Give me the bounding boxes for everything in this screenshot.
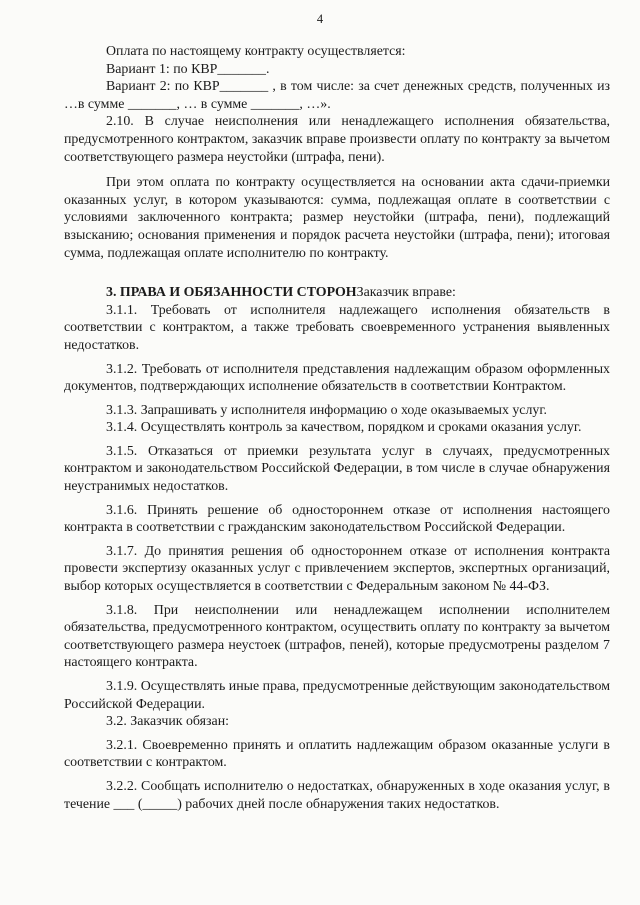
section-3-heading [64,284,610,302]
payment-variant-1: Вариант 1: по КВР_______. [106,61,270,77]
clause-3-1-5: 3.1.5. Отказаться от приемки результата услуг в случаях, предусмотренных контрактом и законодательством Российской Федерации, в том числе в случае обнаружения неустранимых недостатков. [64,443,610,495]
clause-3-1-6: 3.1.6. Принять решение об одностороннем отказе от исполнения настоящего контракта в соответствии с гражданским законодательством Российской Федерации. [64,502,610,536]
section-title: 3. ПРАВА И ОБЯЗАННОСТИ СТОРОН [106,285,357,301]
payment-intro: Оплата по настоящему контракту осуществляется: [106,44,406,59]
section-subtitle: Заказчик вправе: [356,285,456,301]
clause-3-1-2: 3.1.2. Требовать от исполнителя представления надлежащим образом оформленных документов, подтверждающих исполнение обязательств в соответствии Контрактом. [64,361,610,395]
clause-3-1-3: 3.1.3. Запрашивать у исполнителя информацию о ходе оказываемых услуг. [106,402,547,418]
clause-3-1-1: 3.1.1. Требовать от исполнителя надлежащего исполнения обязательств в соответствии с контрактом, а также требовать своевременного устранения выявленных недостатков. [64,302,610,353]
clause-3-1-4: 3.1.4. Осуществлять контроль за качеством, порядком и сроками оказания услуг. [106,420,582,436]
clause-3-1-8: 3.1.8. При неисполнении или ненадлежащем исполнении исполнителем обязательства, предусмотренного контрактом, осуществить оплату по контракту за вычетом соответствующего размера неустоек (штрафов, пеней), которые предусмотрены разделом 7 настоящего контракта. [64,602,610,671]
page-number: 4 [316,12,324,26]
clause-3-2-1: 3.2.1. Своевременно принять и оплатить надлежащим образом оказанные услуги в соответствии с контрактом. [64,737,610,771]
payment-variant-2: Вариант 2: по КВР_______ , в том числе: за счет денежных средств, полученных из …в сумме _______, … в сумме _______, …». [64,79,610,112]
clause-2-10: 2.10. В случае неисполнения или ненадлежащего исполнения обязательства, предусмотренного контрактом, заказчик вправе произвести оплату по контракту за вычетом соответствующего размера неустойки (штрафа, пени). [64,114,610,165]
clause-3-1-7: 3.1.7. До принятия решения об одностороннем отказе от исполнения контракта провести экспертизу оказанных услуг с привлечением экспертов, экспертных организаций, выбор которых осуществляется в соответствии с Федеральным законом № 44-ФЗ. [64,543,610,595]
document-body [64,43,610,813]
clause-3-2-2: 3.2.2. Сообщать исполнителю о недостатках, обнаруженных в ходе оказания услуг, в течение ___ (_____) рабочих дней после обнаружения таких недостатков. [64,778,610,812]
clause-3-2: 3.2. Заказчик обязан: [106,714,229,730]
clause-2-10-continued: При этом оплата по контракту осуществляется на основании акта сдачи-приемки оказанных услуг, в котором указываются: сумма, подлежащая оплате в соответствии с условиями заключенного контракта; размер неустойки (штрафа, пени), подлежащий взысканию; основания применения и порядок расчета неустойки (штрафа, пени); итоговая сумма, подлежащая оплате исполнителю по контракту. [64,175,610,261]
clause-3-1-9: 3.1.9. Осуществлять иные права, предусмотренные действующим законодательством Российской Федерации. [64,679,610,712]
